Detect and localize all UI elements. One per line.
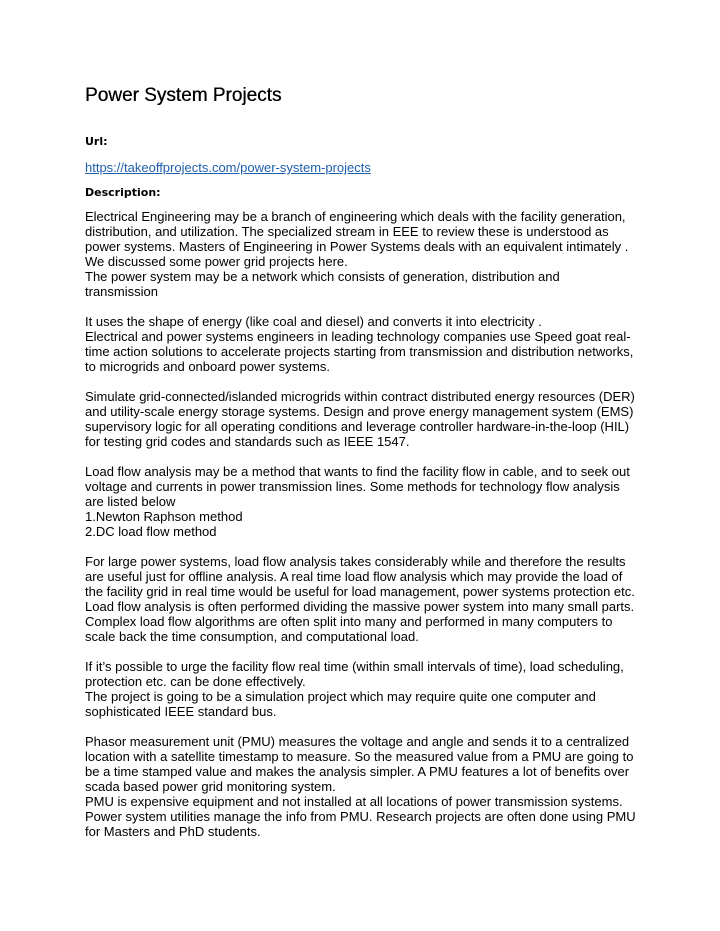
paragraph-line: The power system may be a network which consists of generation, distribution and bbox=[85, 269, 560, 284]
paragraph-line: supervisory logic for all operating conditions and leverage controller hardware-in-the-loop (HIL) bbox=[85, 419, 630, 434]
paragraph-line: Load flow analysis may be a method that wants to find the facility flow in cable, and to seek out bbox=[85, 464, 630, 479]
paragraph-line: 2.DC load flow method bbox=[85, 524, 217, 539]
description-label: Description: bbox=[85, 186, 161, 199]
paragraph-line: sophisticated IEEE standard bus. bbox=[85, 704, 277, 719]
paragraph-line: transmission bbox=[85, 284, 158, 299]
document-page bbox=[85, 84, 645, 839]
paragraph-line: are useful just for offline analysis. A real time load flow analysis which may provide the load of bbox=[85, 569, 623, 584]
paragraph-line: the facility grid in real time would be useful for load management, power systems protection etc. bbox=[85, 584, 635, 599]
paragraph-spacer bbox=[85, 539, 645, 554]
paragraph-line: scale back the time consumption, and computational load. bbox=[85, 629, 419, 644]
paragraph-line: location with a satellite timestamp to measure. So the measured value from a PMU are going to bbox=[85, 749, 634, 764]
paragraph-line: PMU is expensive equipment and not installed at all locations of power transmission systems. bbox=[85, 794, 623, 809]
paragraph-line: for Masters and PhD students. bbox=[85, 824, 261, 839]
paragraph-line: For large power systems, load flow analysis takes considerably while and therefore the results bbox=[85, 554, 626, 569]
paragraph-line: We discussed some power grid projects here. bbox=[85, 254, 348, 269]
project-url-link[interactable]: https://takeoffprojects.com/power-system-projects bbox=[85, 160, 371, 175]
paragraph-line: power systems. Masters of Engineering in Power Systems deals with an equivalent intimately . bbox=[85, 239, 629, 254]
paragraph-line: 1.Newton Raphson method bbox=[85, 509, 243, 524]
paragraph-line: for testing grid codes and standards such as IEEE 1547. bbox=[85, 434, 410, 449]
paragraph-line: time action solutions to accelerate projects starting from transmission and distribution networks, bbox=[85, 344, 634, 359]
paragraph-line: Load flow analysis is often performed dividing the massive power system into many small parts. bbox=[85, 599, 635, 614]
paragraph-line: voltage and currents in power transmission lines. Some methods for technology flow analysis bbox=[85, 479, 620, 494]
paragraph bbox=[85, 314, 645, 374]
paragraph-line: be a time stamped value and makes the analysis simpler. A PMU features a lot of benefits over bbox=[85, 764, 630, 779]
paragraph-line: Electrical Engineering may be a branch of engineering which deals with the facility generation, bbox=[85, 209, 626, 224]
paragraph-spacer bbox=[85, 719, 645, 734]
paragraph-line: distribution, and utilization. The specialized stream in EEE to review these is understood as bbox=[85, 224, 609, 239]
paragraph-line: and utility-scale energy storage systems. Design and prove energy management system (EMS) bbox=[85, 404, 634, 419]
paragraph-line: Phasor measurement unit (PMU) measures the voltage and angle and sends it to a centralized bbox=[85, 734, 630, 749]
paragraph bbox=[85, 734, 645, 839]
paragraph bbox=[85, 389, 645, 449]
paragraph bbox=[85, 554, 645, 644]
page-title: Power System Projects bbox=[85, 85, 282, 106]
paragraph bbox=[85, 464, 645, 539]
paragraph-line: to microgrids and onboard power systems. bbox=[85, 359, 330, 374]
paragraph bbox=[85, 659, 645, 719]
description-body bbox=[85, 209, 645, 839]
paragraph-line: Simulate grid-connected/islanded microgrids within contract distributed energy resources (DER) bbox=[85, 389, 635, 404]
paragraph-spacer bbox=[85, 449, 645, 464]
paragraph-spacer bbox=[85, 299, 645, 314]
url-label: Url: bbox=[85, 135, 108, 148]
paragraph-line: Electrical and power systems engineers in leading technology companies use Speed goat real- bbox=[85, 329, 631, 344]
paragraph-line: Power system utilities manage the info from PMU. Research projects are often done using PMU bbox=[85, 809, 636, 824]
paragraph-line: protection etc. can be done effectively. bbox=[85, 674, 306, 689]
paragraph-line: If it’s possible to urge the facility flow real time (within small intervals of time), load scheduling, bbox=[85, 659, 624, 674]
paragraph-line: scada based power grid monitoring system. bbox=[85, 779, 336, 794]
paragraph-line: are listed below bbox=[85, 494, 176, 509]
paragraph-line: Complex load flow algorithms are often split into many and performed in many computers to bbox=[85, 614, 613, 629]
paragraph-line: It uses the shape of energy (like coal and diesel) and converts it into electricity . bbox=[85, 314, 542, 329]
paragraph-spacer bbox=[85, 644, 645, 659]
paragraph-spacer bbox=[85, 374, 645, 389]
paragraph-line: The project is going to be a simulation project which may require quite one computer and bbox=[85, 689, 596, 704]
paragraph bbox=[85, 209, 645, 299]
